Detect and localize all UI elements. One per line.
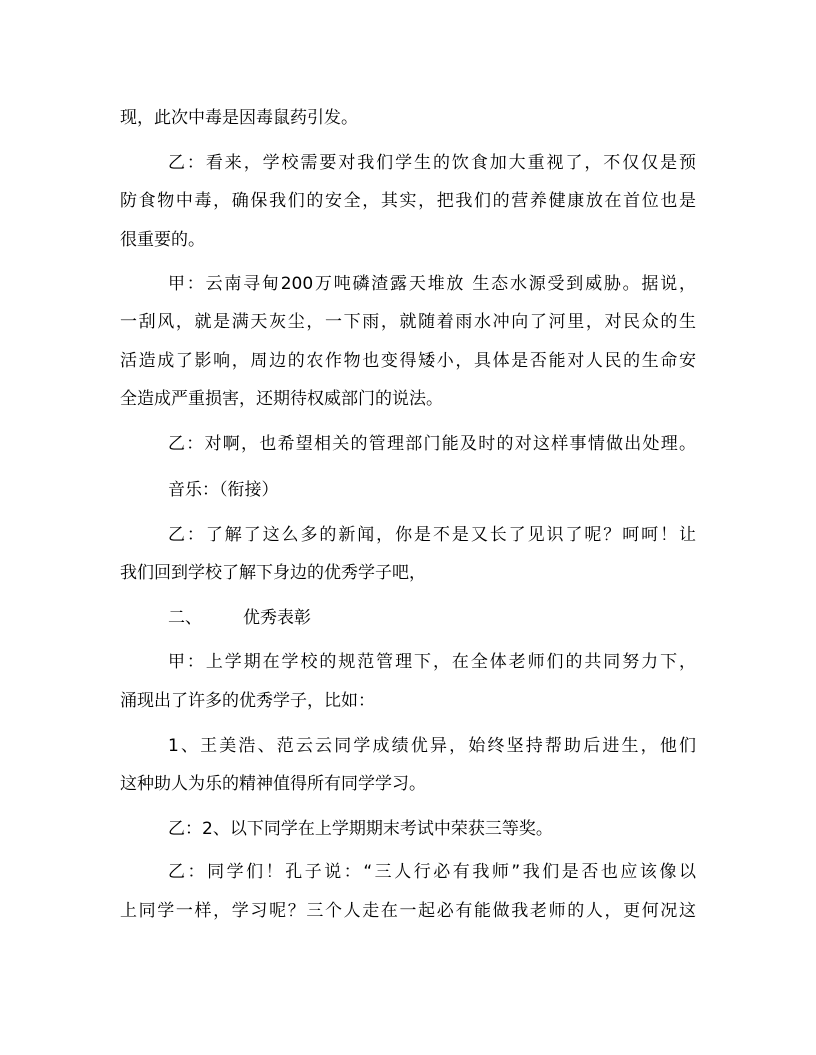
text-line: 很重要的。	[120, 230, 205, 250]
text-line: 全造成严重损害，还期待权威部门的说法。	[120, 389, 443, 409]
text-line: 甲：上学期在学校的规范管理下，在全体老师们的共同努力下，	[168, 652, 696, 672]
text-line: 防食物中毒，确保我们的安全，其实，把我们的营养健康放在首位也是	[120, 191, 696, 211]
text-line: 音乐：（衔接）	[168, 480, 279, 500]
text-line: 一刮风，就是满天灰尘，一下雨，就随着雨水冲向了河里，对民众的生	[120, 312, 696, 332]
text-line: 活造成了影响，周边的农作物也变得矮小，具体是否能对人民的生命安	[120, 351, 696, 371]
text-line: 1、王美浩、范云云同学成绩优异，始终坚持帮助后进生，他们	[168, 736, 696, 756]
text-line: 乙：对啊，也希望相关的管理部门能及时的对这样事情做出处理。	[168, 434, 696, 454]
text-line: 我们回到学校了解下身边的优秀学子吧，	[120, 563, 426, 583]
text-line: 这种助人为乐的精神值得所有同学学习。	[120, 774, 426, 794]
text-line: 乙：了解了这么多的新闻，你是不是又长了见识了呢？呵呵！让	[168, 525, 696, 545]
text-line: 现，此次中毒是因毒鼠药引发。	[120, 108, 358, 128]
text-line: 乙：同学们！孔子说：“三人行必有我师”我们是否也应该像以	[168, 862, 696, 882]
text-line: 上同学一样，学习呢？三个人走在一起必有能做我老师的人，更何况这	[120, 901, 696, 921]
text-line: 涌现出了许多的优秀学子，比如：	[120, 691, 375, 711]
section-number: 二、	[168, 608, 202, 628]
section-title: 优秀表彰	[243, 608, 311, 628]
text-line: 甲：云南寻甸200万吨磷渣露天堆放 生态水源受到威胁。据说，	[168, 274, 696, 294]
text-line: 乙：看来，学校需要对我们学生的饮食加大重视了，不仅仅是预	[168, 153, 696, 173]
text-line: 乙：2、以下同学在上学期期末考试中荣获三等奖。	[168, 819, 553, 839]
